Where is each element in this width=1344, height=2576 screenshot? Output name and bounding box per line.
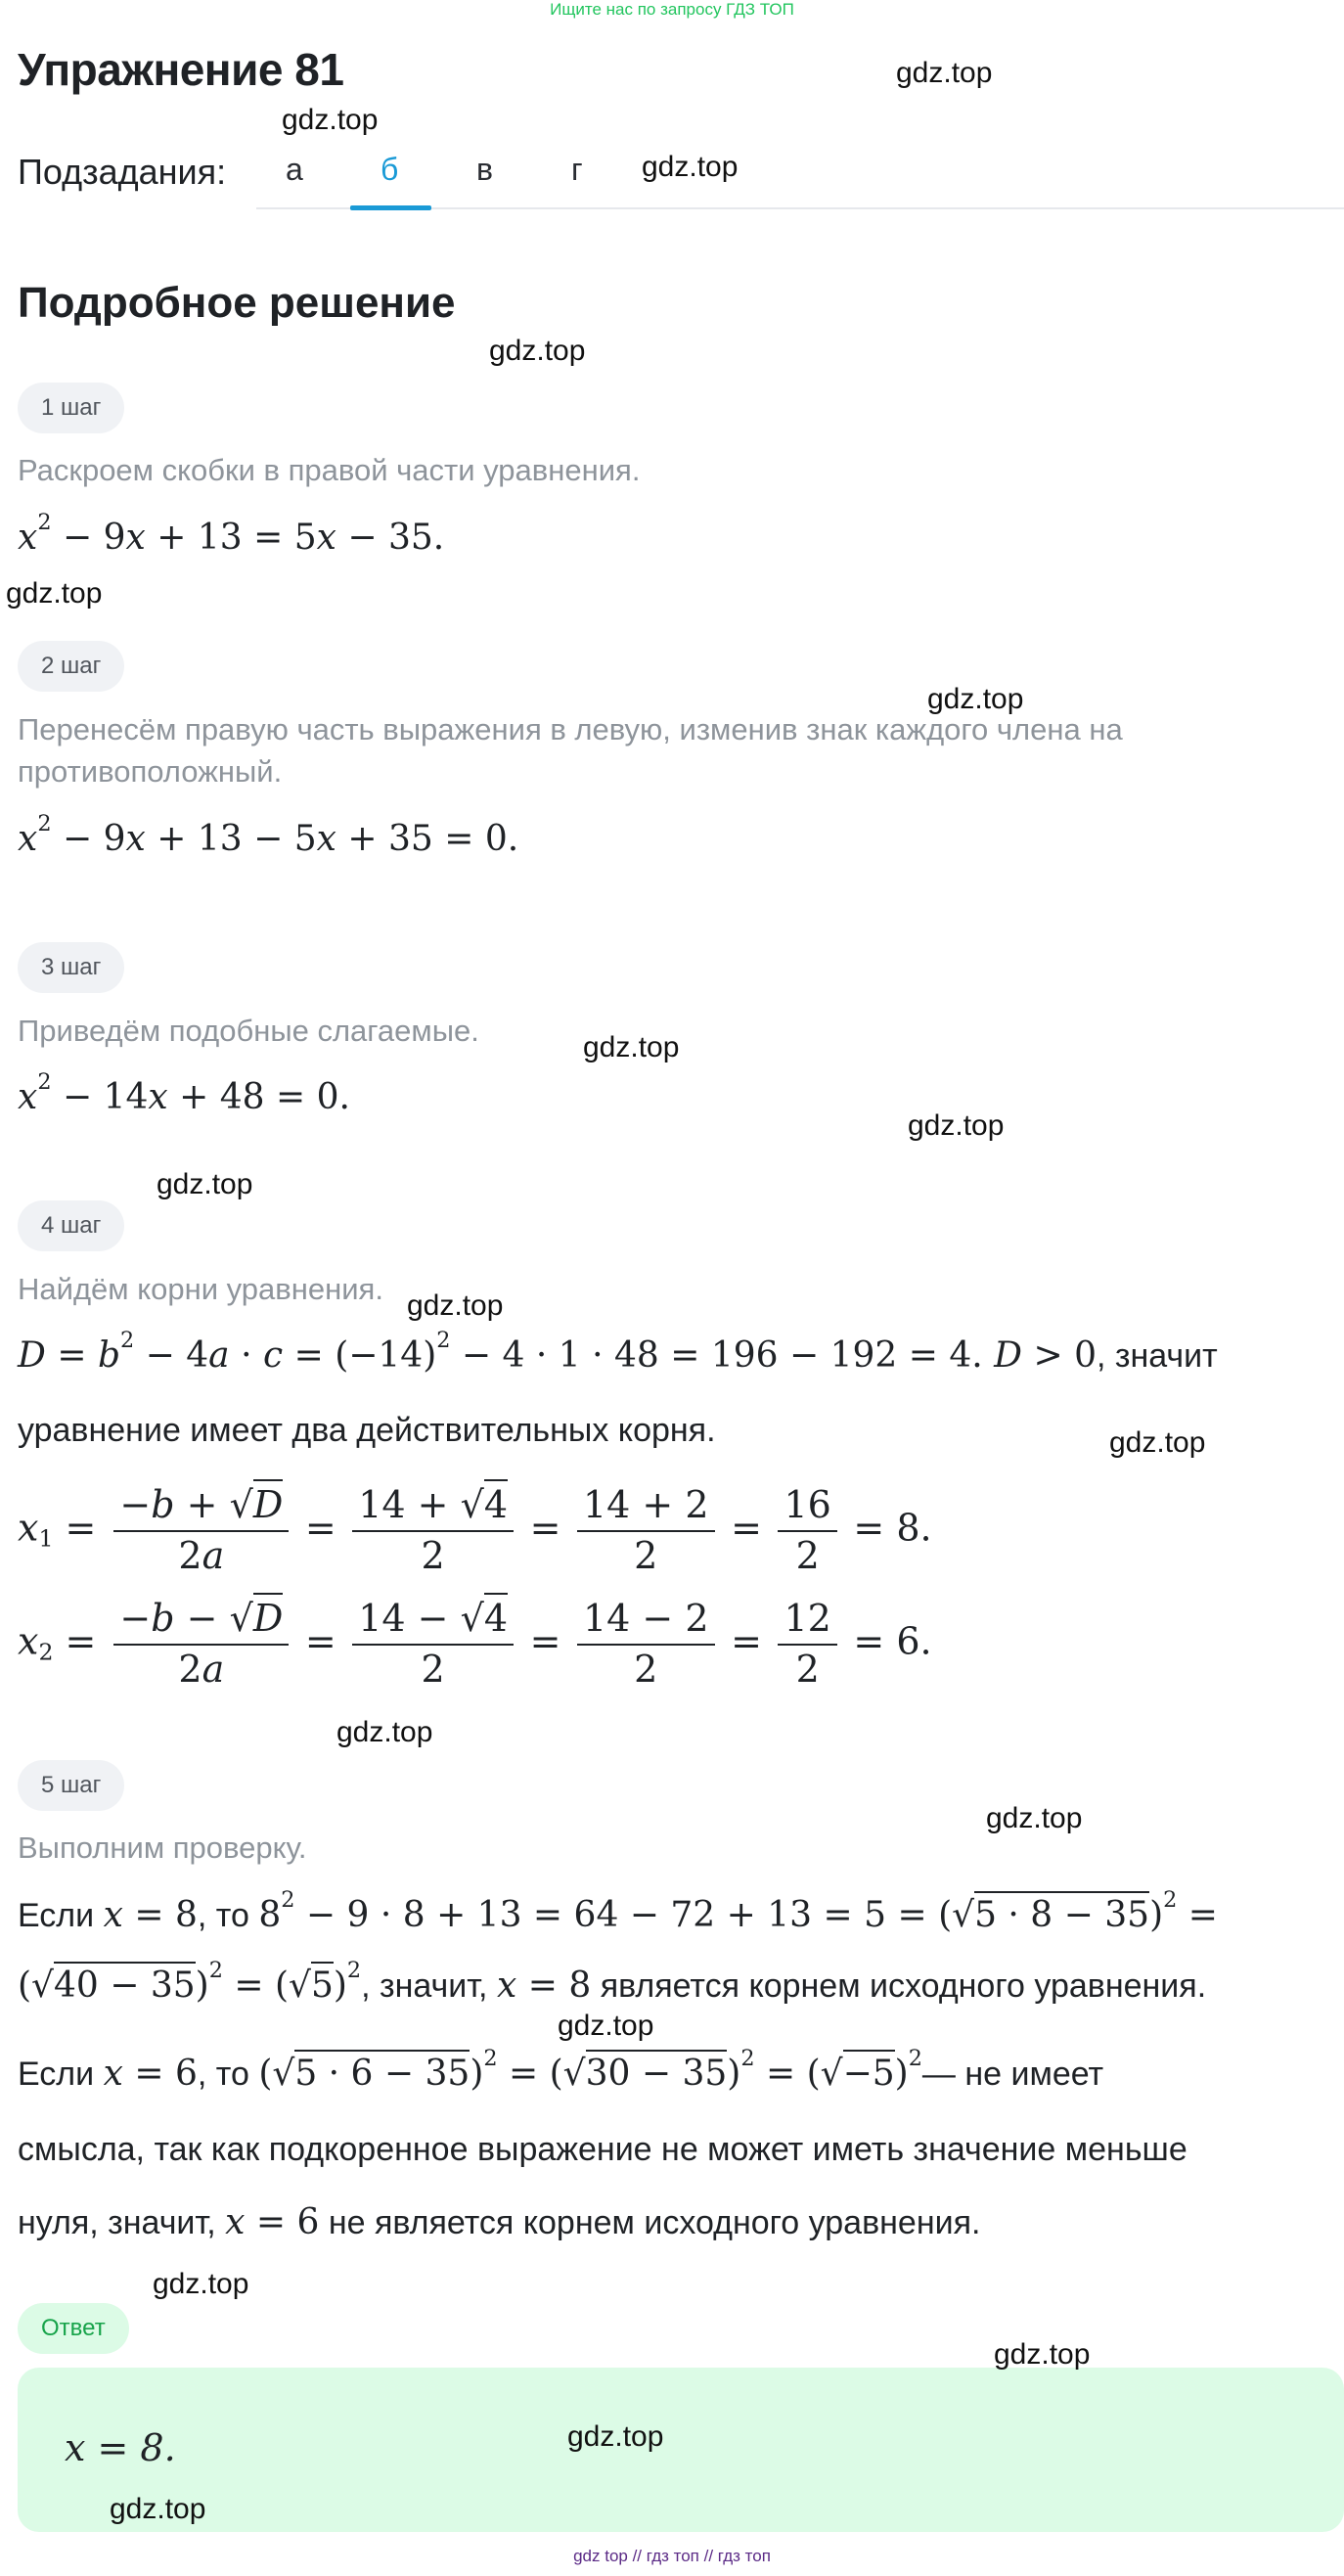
tab-b[interactable]: б xyxy=(381,152,399,187)
step-5-text: Выполним проверку. xyxy=(18,1830,307,1865)
watermark: gdz.top xyxy=(110,2493,206,2525)
step-3-formula: $x^2 - 14x + 48 = 0$. xyxy=(18,1068,350,1117)
watermark: gdz.top xyxy=(896,57,993,89)
top-banner[interactable]: Ищите нас по запросу ГДЗ ТОП xyxy=(550,0,794,19)
answer-badge: Ответ xyxy=(18,2303,129,2354)
step-4-text: Найдём корни уравнения. xyxy=(18,1272,383,1306)
step-3-text: Приведём подобные слагаемые. xyxy=(18,1014,479,1048)
check-2-line3: нуля, значит, x = 6 не является корнем исходного уравнения. xyxy=(18,2202,981,2242)
check-1-line1: Если x = 8, то $8^2 - 9 \cdot 8 + 13 = 64 - 72 + 13 = 5 = (√5 \cdot 8 - 35)^2$ = xyxy=(18,1886,1218,1935)
tab-g[interactable]: г xyxy=(571,152,583,187)
step-3-badge: 3 шаг xyxy=(18,942,124,993)
watermark: gdz.top xyxy=(583,1031,680,1063)
watermark: gdz.top xyxy=(489,335,586,367)
watermark: gdz.top xyxy=(6,577,103,610)
check-1-line2: $(√40 - 35)^2 = (√5)^2$, значит, x = 8 является корнем исходного уравнения. xyxy=(18,1957,1207,2006)
step-5-badge: 5 шаг xyxy=(18,1760,124,1811)
answer-box xyxy=(18,2368,1344,2532)
step-2-text-line1: Перенесём правую часть выражения в левую, изменив знак каждого члена на xyxy=(18,712,1123,746)
watermark: gdz.top xyxy=(927,683,1024,715)
discriminant-line: $D = b^2 - 4a \cdot c = (-14)^2 - 4 \cdot 1 \cdot 48 = 196 - 192 = 4$. D > 0, значит xyxy=(18,1327,1218,1376)
watermark: gdz.top xyxy=(567,2420,664,2453)
step-4-conclusion: уравнение имеет два действительных корня. xyxy=(18,1412,716,1449)
solution-heading: Подробное решение xyxy=(18,279,456,327)
step-2-text-line2: противоположный. xyxy=(18,754,283,789)
watermark: gdz.top xyxy=(407,1289,504,1322)
root-x2: $x_2$ = $\frac{-b - √D}{2a}$ = $\frac{14 - √4}{2}$ = $\frac{14 - 2}{2}$ = $\frac{12}{2}$ = 6. xyxy=(18,1597,932,1692)
watermark: gdz.top xyxy=(994,2338,1091,2371)
watermark: gdz.top xyxy=(282,104,379,136)
footer-links[interactable]: gdz top // гдз топ // гдз топ xyxy=(573,2547,771,2565)
watermark: gdz.top xyxy=(642,151,739,183)
answer-value: x = 8. xyxy=(65,2426,176,2469)
tab-a[interactable]: а xyxy=(286,152,303,187)
watermark: gdz.top xyxy=(908,1109,1005,1142)
subtasks-label: Подзадания: xyxy=(18,152,227,192)
step-2-formula: $x^2 - 9x + 13 - 5x + 35 = 0$. xyxy=(18,810,519,859)
tab-v[interactable]: в xyxy=(476,152,493,187)
page-title: Упражнение 81 xyxy=(18,44,344,95)
check-2-line2: смысла, так как подкоренное выражение не может иметь значение меньше xyxy=(18,2131,1187,2168)
root-x1: $x_1$ = $\frac{-b + √D}{2a}$ = $\frac{14 + √4}{2}$ = $\frac{14 + 2}{2}$ = $\frac{16}{2}$ = 8. xyxy=(18,1483,932,1578)
step-1-formula: $x^2 - 9x + 13 = 5x - 35$. xyxy=(18,509,445,558)
watermark: gdz.top xyxy=(153,2268,249,2300)
step-1-badge: 1 шаг xyxy=(18,383,124,433)
check-2-line1: Если x = 6, то $(√5 \cdot 6 - 35)^2 = (√30 - 35)^2$ = $(√-5)^2—$ не имеет xyxy=(18,2045,1104,2094)
active-tab-indicator xyxy=(350,205,431,210)
step-1-text: Раскроем скобки в правой части уравнения. xyxy=(18,453,641,487)
watermark: gdz.top xyxy=(558,2010,654,2042)
watermark: gdz.top xyxy=(1109,1426,1206,1459)
step-4-badge: 4 шаг xyxy=(18,1200,124,1251)
watermark: gdz.top xyxy=(986,1802,1083,1834)
watermark: gdz.top xyxy=(336,1716,433,1748)
step-2-badge: 2 шаг xyxy=(18,641,124,692)
watermark: gdz.top xyxy=(157,1168,253,1200)
discriminant-tail: , значит xyxy=(1097,1337,1218,1375)
